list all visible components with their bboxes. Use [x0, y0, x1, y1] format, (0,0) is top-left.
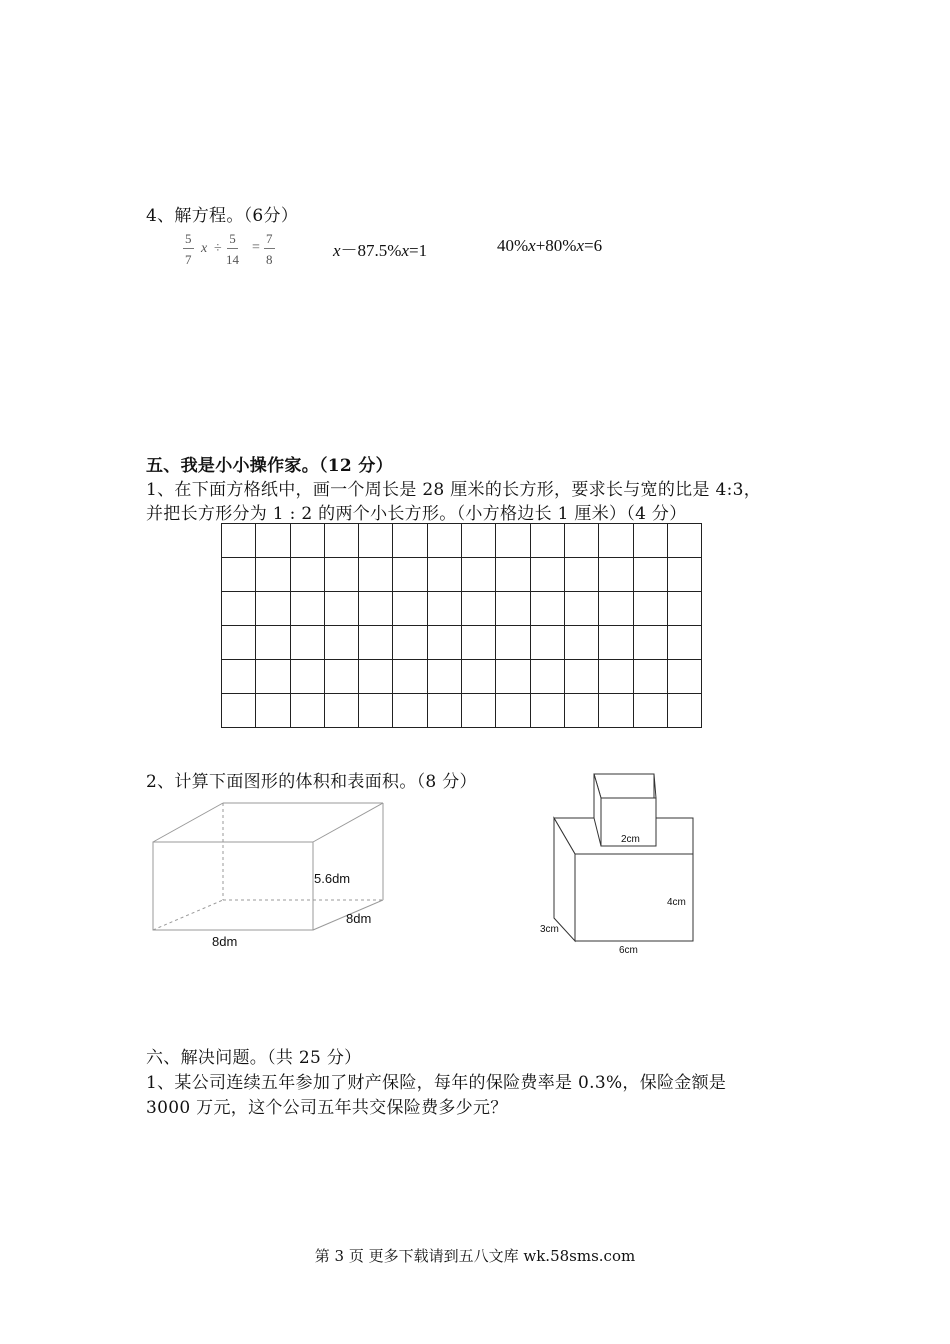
grid-cell [324, 694, 358, 728]
grid-cell [530, 694, 564, 728]
grid-cell [496, 592, 530, 626]
grid-cell [564, 626, 598, 660]
grid-cell [256, 558, 290, 592]
grid-row [222, 524, 702, 558]
grid-cell [530, 592, 564, 626]
grid-row [222, 592, 702, 626]
grid-cell [462, 660, 496, 694]
q4-title: 4、解方程。（6分） [146, 206, 299, 226]
grid-cell [393, 660, 427, 694]
grid-cell [599, 558, 633, 592]
fraction-c: $\frac{7}{8}$ [266, 231, 273, 267]
small-cube-top [594, 774, 654, 798]
grid-cell [427, 660, 461, 694]
grid-cell [530, 660, 564, 694]
grid-cell [496, 626, 530, 660]
grid-cell [427, 592, 461, 626]
grid-cell [564, 660, 598, 694]
label-box-height: 4cm [667, 897, 686, 908]
equation-3: 40%x+80%x=6 [497, 236, 603, 255]
grid-cell [324, 558, 358, 592]
top-right-edge [313, 803, 383, 842]
grid-cell [256, 592, 290, 626]
equation-2: x－87.5%x=1 [333, 241, 428, 260]
grid-cell [633, 558, 667, 592]
grid-cell [462, 524, 496, 558]
grid-cell [564, 592, 598, 626]
grid-cell [599, 626, 633, 660]
grid-row [222, 626, 702, 660]
grid-cell [633, 524, 667, 558]
square-grid [221, 523, 702, 728]
grid-cell [290, 558, 324, 592]
grid-cell [599, 694, 633, 728]
label-length: 8dm [212, 934, 238, 949]
label-height: 5.6dm [314, 871, 351, 886]
section6-q1-line2: 3000 万元，这个公司五年共交保险费多少元？ [146, 1098, 508, 1118]
grid-cell [564, 524, 598, 558]
grid-cell [359, 524, 393, 558]
grid-cell [599, 660, 633, 694]
grid-cell [633, 592, 667, 626]
label-box-depth: 3cm [540, 924, 559, 935]
grid-cell [496, 558, 530, 592]
grid-cell [633, 626, 667, 660]
grid-cell [222, 592, 256, 626]
grid-cell [393, 694, 427, 728]
grid-cell [530, 524, 564, 558]
grid-cell [393, 592, 427, 626]
grid-cell [599, 592, 633, 626]
grid-cell [256, 660, 290, 694]
grid-cell [633, 694, 667, 728]
grid-cell [290, 660, 324, 694]
grid-cell [222, 524, 256, 558]
section6-title: 六、解决问题。（共 25 分） [146, 1048, 362, 1068]
section5-q1-line1: 1、在下面方格纸中，画一个周长是 28 厘米的长方形，要求长与宽的比是 4:3， [146, 480, 762, 500]
grid-cell [599, 524, 633, 558]
grid-cell [427, 626, 461, 660]
top-left-edge [153, 803, 223, 842]
grid-cell [393, 558, 427, 592]
grid-row [222, 558, 702, 592]
grid-cell [633, 660, 667, 694]
grid-cell [667, 660, 701, 694]
grid-cell [393, 524, 427, 558]
grid-cell [667, 626, 701, 660]
grid-cell [667, 694, 701, 728]
grid-cell [359, 660, 393, 694]
grid-cell [564, 694, 598, 728]
grid-row [222, 694, 702, 728]
grid-cell [359, 626, 393, 660]
grid-cell [462, 558, 496, 592]
divide-sign: ÷ [214, 241, 222, 256]
grid-cell [496, 660, 530, 694]
grid-cell [393, 626, 427, 660]
grid-cell [256, 694, 290, 728]
grid-cell [427, 558, 461, 592]
grid-cell [290, 524, 324, 558]
section5-title: 五、我是小小操作家。（12 分） [146, 456, 393, 476]
grid-cell [222, 694, 256, 728]
variable-x: x [201, 241, 208, 256]
grid-cell [222, 626, 256, 660]
grid-cell [496, 694, 530, 728]
front-face [153, 842, 313, 930]
stacked-solids-figure [535, 768, 715, 963]
equals-sign: = [252, 240, 260, 255]
grid-cell [324, 626, 358, 660]
section5-q1-line2: 并把长方形分为 1 : 2 的两个小长方形。（小方格边长 1 厘米）（4 分） [146, 504, 687, 524]
grid-cell [496, 524, 530, 558]
grid-cell [290, 694, 324, 728]
grid-row [222, 660, 702, 694]
grid-cell [290, 626, 324, 660]
grid-cell [462, 626, 496, 660]
cuboid-figure [140, 795, 400, 955]
grid-cell [256, 524, 290, 558]
grid-cell [427, 524, 461, 558]
grid-cell [564, 558, 598, 592]
grid-cell [324, 524, 358, 558]
label-depth: 8dm [346, 911, 372, 926]
grid-cell [427, 694, 461, 728]
grid-cell [667, 592, 701, 626]
grid-cell [530, 626, 564, 660]
grid-cell [462, 694, 496, 728]
page-footer: 第 3 页 更多下载请到五八文库 wk.58sms.com [314, 1247, 636, 1265]
section5-q2: 2、计算下面图形的体积和表面积。（8 分） [146, 772, 477, 792]
grid-cell [222, 660, 256, 694]
label-box-length: 6cm [619, 945, 638, 956]
grid-cell [290, 592, 324, 626]
grid-cell [530, 558, 564, 592]
grid-cell [324, 660, 358, 694]
grid-cell [222, 558, 256, 592]
label-top-cube: 2cm [621, 834, 640, 845]
grid-cell [256, 626, 290, 660]
grid-cell [359, 694, 393, 728]
hidden-edge-depth [153, 900, 223, 930]
grid-cell [359, 592, 393, 626]
grid-cell [359, 558, 393, 592]
grid-cell [324, 592, 358, 626]
grid-cell [667, 524, 701, 558]
fraction-b: $\frac{5}{14}$ [226, 231, 239, 267]
fraction-a: $\frac{5}{7}$ [185, 231, 192, 267]
grid-cell [667, 558, 701, 592]
grid-cell [462, 592, 496, 626]
section6-q1-line1: 1、某公司连续五年参加了财产保险，每年的保险费率是 0.3%，保险金额是 [146, 1073, 727, 1093]
